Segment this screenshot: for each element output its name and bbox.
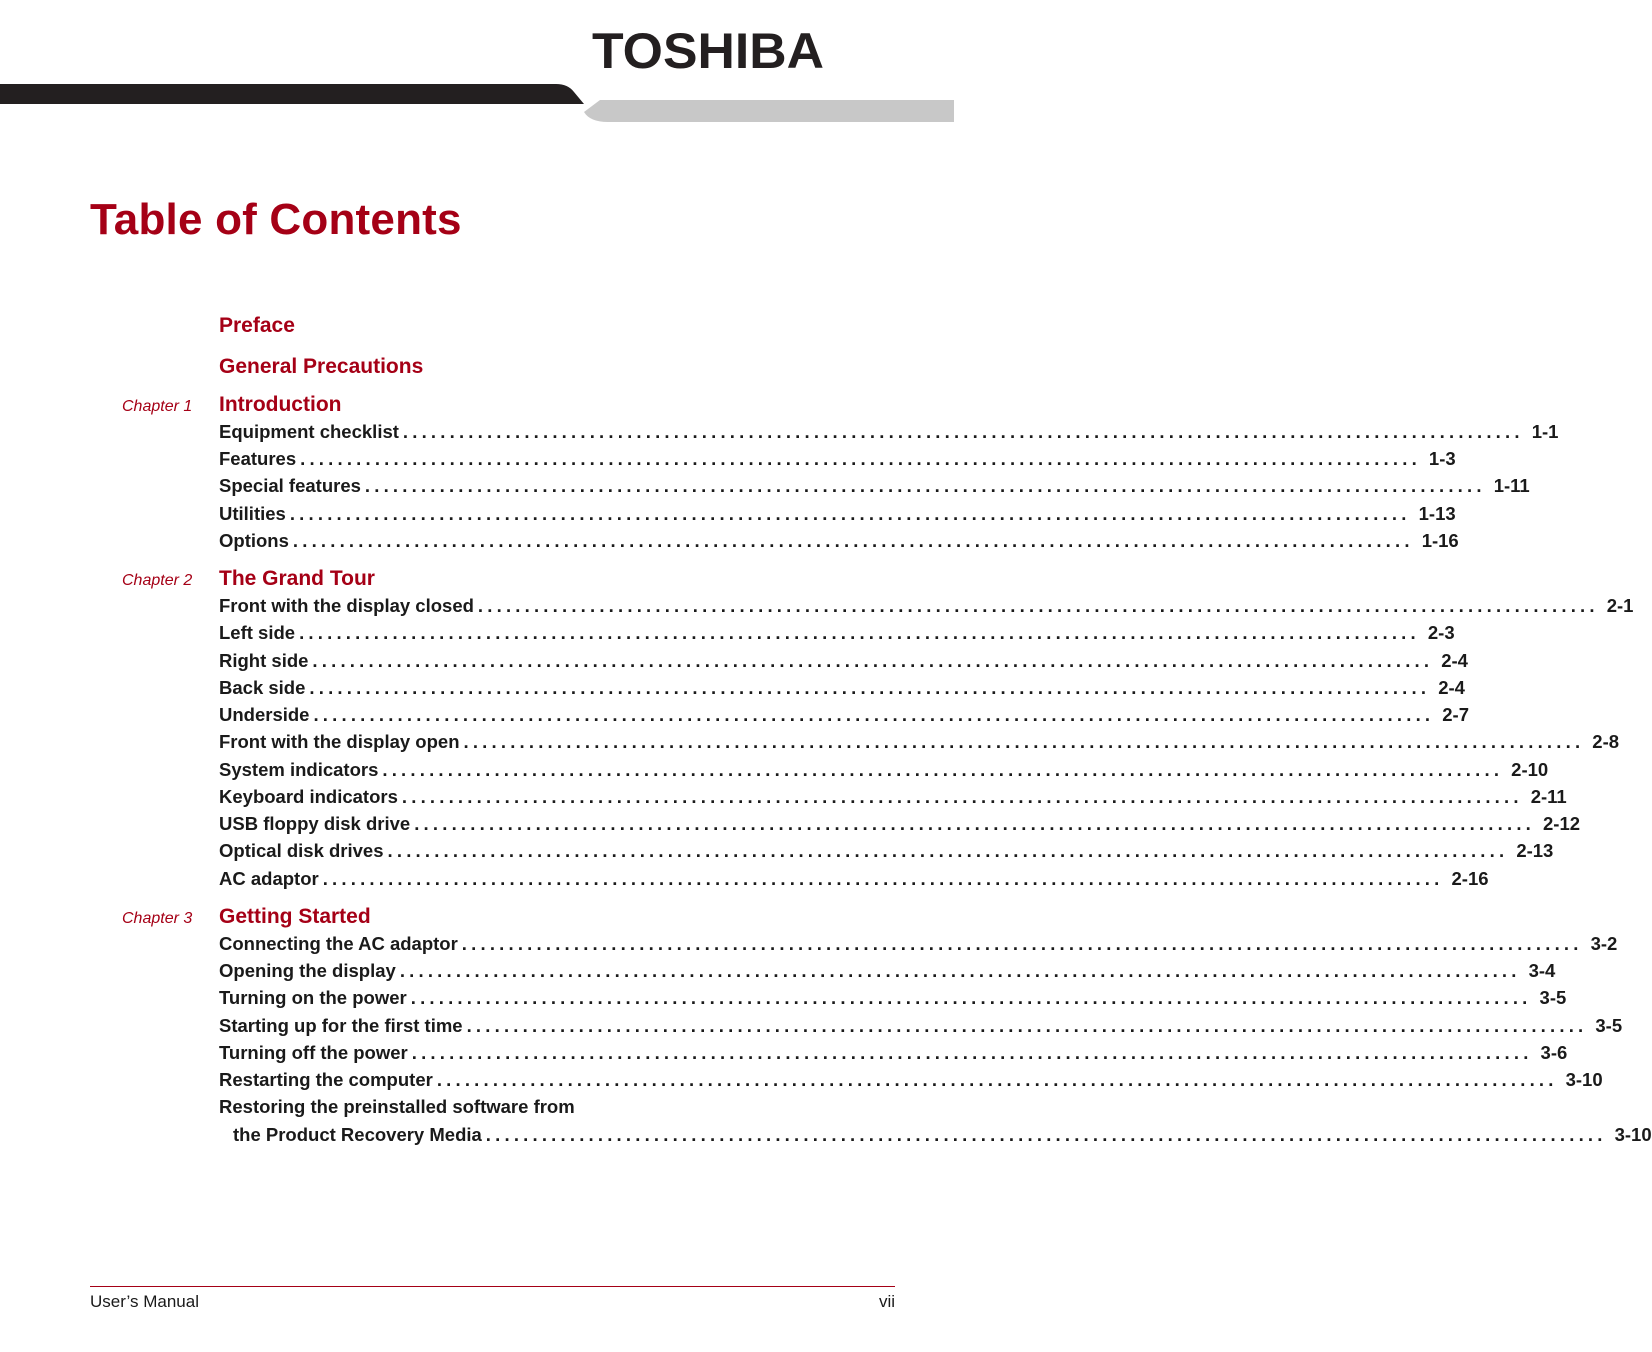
dot-leader: ........................................................................................................................ bbox=[364, 475, 1486, 496]
chapter-label: Chapter 3 bbox=[122, 910, 193, 927]
entry-page: 2-10 bbox=[1511, 759, 1549, 780]
entry-label: USB floppy disk drive bbox=[219, 813, 411, 834]
toc-entry[interactable] bbox=[219, 703, 1470, 727]
entry-label: Front with the display closed bbox=[219, 595, 474, 616]
entry-page: 3-5 bbox=[1595, 1015, 1623, 1036]
entry-label: Keyboard indicators bbox=[219, 786, 398, 807]
dot-leader: ........................................................................................................................ bbox=[401, 786, 1523, 807]
toc-entry[interactable] bbox=[219, 785, 1567, 809]
entry-page: 2-12 bbox=[1543, 813, 1581, 834]
entry-label: System indicators bbox=[219, 759, 379, 780]
entry-page: 1-13 bbox=[1418, 503, 1456, 524]
entry-label: Opening the display bbox=[219, 960, 396, 981]
entry-page: 3-5 bbox=[1539, 987, 1567, 1008]
toc-entry-multiline[interactable]: Restoring the preinstalled software from bbox=[219, 1096, 575, 1117]
entry-page: 1-3 bbox=[1428, 448, 1456, 469]
toc-entry[interactable] bbox=[219, 529, 1459, 553]
entry-page: 2-8 bbox=[1592, 731, 1620, 752]
entry-label: Connecting the AC adaptor bbox=[219, 933, 458, 954]
chapter-title[interactable]: The Grand Tour bbox=[219, 567, 375, 590]
toc-entry[interactable] bbox=[219, 1041, 1568, 1065]
header-banner bbox=[0, 82, 954, 126]
entry-label: the Product Recovery Media bbox=[233, 1124, 482, 1145]
toc-entry[interactable] bbox=[219, 730, 1620, 754]
entry-page: 1-11 bbox=[1493, 475, 1530, 496]
entry-page: 3-10 bbox=[1614, 1124, 1652, 1145]
toc-entry[interactable] bbox=[219, 594, 1634, 618]
entry-label: Utilities bbox=[219, 503, 286, 524]
dot-leader: ........................................................................................................................ bbox=[313, 704, 1435, 725]
toc-entry[interactable] bbox=[219, 867, 1489, 891]
dot-leader: ........................................................................................................................ bbox=[322, 868, 1444, 889]
dot-leader: ........................................................................................................................ bbox=[485, 1124, 1607, 1145]
toc-entry[interactable] bbox=[219, 649, 1468, 673]
toc-entry[interactable] bbox=[219, 959, 1556, 983]
entry-label: AC adaptor bbox=[219, 868, 319, 889]
entry-label: Turning off the power bbox=[219, 1042, 408, 1063]
dot-leader: ........................................................................................................................ bbox=[309, 677, 1431, 698]
dot-leader: ........................................................................................................................ bbox=[387, 840, 1509, 861]
entry-page: 3-2 bbox=[1590, 933, 1618, 954]
dot-leader: ........................................................................................................................ bbox=[461, 933, 1583, 954]
chapter-title[interactable]: Getting Started bbox=[219, 905, 371, 928]
dot-leader: ........................................................................................................................ bbox=[410, 987, 1532, 1008]
toc-entry[interactable] bbox=[219, 502, 1456, 526]
toc-entry[interactable] bbox=[219, 474, 1530, 498]
entry-page: 2-13 bbox=[1516, 840, 1554, 861]
dot-leader: ........................................................................................................................ bbox=[463, 731, 1585, 752]
entry-page: 3-6 bbox=[1540, 1042, 1568, 1063]
chapter-label: Chapter 1 bbox=[122, 398, 193, 415]
entry-label: Equipment checklist bbox=[219, 421, 399, 442]
entry-label: Optical disk drives bbox=[219, 840, 384, 861]
dot-leader: ........................................................................................................................ bbox=[399, 960, 1521, 981]
toc-entry[interactable] bbox=[219, 1014, 1623, 1038]
dot-leader: ........................................................................................................................ bbox=[466, 1015, 1588, 1036]
entry-page: 2-1 bbox=[1606, 595, 1634, 616]
dot-leader: ........................................................................................................................ bbox=[477, 595, 1599, 616]
dot-leader: ........................................................................................................................ bbox=[411, 1042, 1533, 1063]
toc-entry[interactable] bbox=[219, 676, 1465, 700]
dot-leader: ........................................................................................................................ bbox=[299, 622, 1420, 643]
entry-label: Options bbox=[219, 530, 289, 551]
entry-label: Starting up for the first time bbox=[219, 1015, 463, 1036]
footer-manual-name: User’s Manual bbox=[90, 1292, 199, 1311]
entry-page: 3-10 bbox=[1565, 1069, 1603, 1090]
entry-label: Left side bbox=[219, 622, 296, 643]
entry-label: Back side bbox=[219, 677, 306, 698]
entry-page: 2-7 bbox=[1442, 704, 1470, 725]
footer-page-number: vii bbox=[878, 1292, 895, 1311]
toc-section-general-precautions[interactable]: General Precautions bbox=[219, 355, 424, 378]
footer-divider bbox=[90, 1286, 895, 1287]
toshiba-logo bbox=[592, 23, 824, 79]
entry-page: 2-16 bbox=[1451, 868, 1489, 889]
toc-entry[interactable] bbox=[233, 1123, 1652, 1147]
toc-entry[interactable] bbox=[219, 812, 1581, 836]
dot-leader: ........................................................................................................................ bbox=[289, 503, 1411, 524]
entry-label: Underside bbox=[219, 704, 310, 725]
entry-label: Front with the display open bbox=[219, 731, 460, 752]
entry-page: 2-11 bbox=[1530, 786, 1567, 807]
toc-entry[interactable] bbox=[219, 932, 1618, 956]
toc-entry[interactable] bbox=[219, 986, 1567, 1010]
entry-label: Features bbox=[219, 448, 297, 469]
toc-entry[interactable] bbox=[219, 447, 1456, 471]
logo-text: TOSHIBA bbox=[592, 23, 824, 79]
page-title: Table of Contents bbox=[90, 195, 462, 244]
entry-page: 1-16 bbox=[1421, 530, 1459, 551]
toc-entry[interactable] bbox=[219, 1068, 1603, 1092]
dot-leader: ........................................................................................................................ bbox=[382, 759, 1504, 780]
dot-leader: ........................................................................................................................ bbox=[300, 448, 1421, 469]
chapter-title[interactable]: Introduction bbox=[219, 393, 342, 416]
toc-entry[interactable] bbox=[219, 420, 1559, 444]
toc-section-preface[interactable]: Preface bbox=[219, 314, 295, 337]
dot-leader: ........................................................................................................................ bbox=[292, 530, 1414, 551]
toc-entry[interactable] bbox=[219, 758, 1549, 782]
entry-label: Restarting the computer bbox=[219, 1069, 433, 1090]
entry-page: 2-4 bbox=[1438, 677, 1465, 698]
entry-page: 2-3 bbox=[1427, 622, 1455, 643]
entry-page: 1-1 bbox=[1531, 421, 1559, 442]
entry-page: 3-4 bbox=[1528, 960, 1556, 981]
dot-leader: ........................................................................................................................ bbox=[414, 813, 1536, 834]
chapter-label: Chapter 2 bbox=[122, 572, 193, 589]
dot-leader: ........................................................................................................................ bbox=[312, 650, 1434, 671]
entry-label: Special features bbox=[219, 475, 361, 496]
toc-entry[interactable] bbox=[219, 839, 1554, 863]
entry-label: Turning on the power bbox=[219, 987, 407, 1008]
dot-leader: ........................................................................................................................ bbox=[402, 421, 1524, 442]
entry-page: 2-4 bbox=[1441, 650, 1468, 671]
toc-entry[interactable] bbox=[219, 621, 1455, 645]
dot-leader: ........................................................................................................................ bbox=[436, 1069, 1558, 1090]
entry-label: Right side bbox=[219, 650, 309, 671]
